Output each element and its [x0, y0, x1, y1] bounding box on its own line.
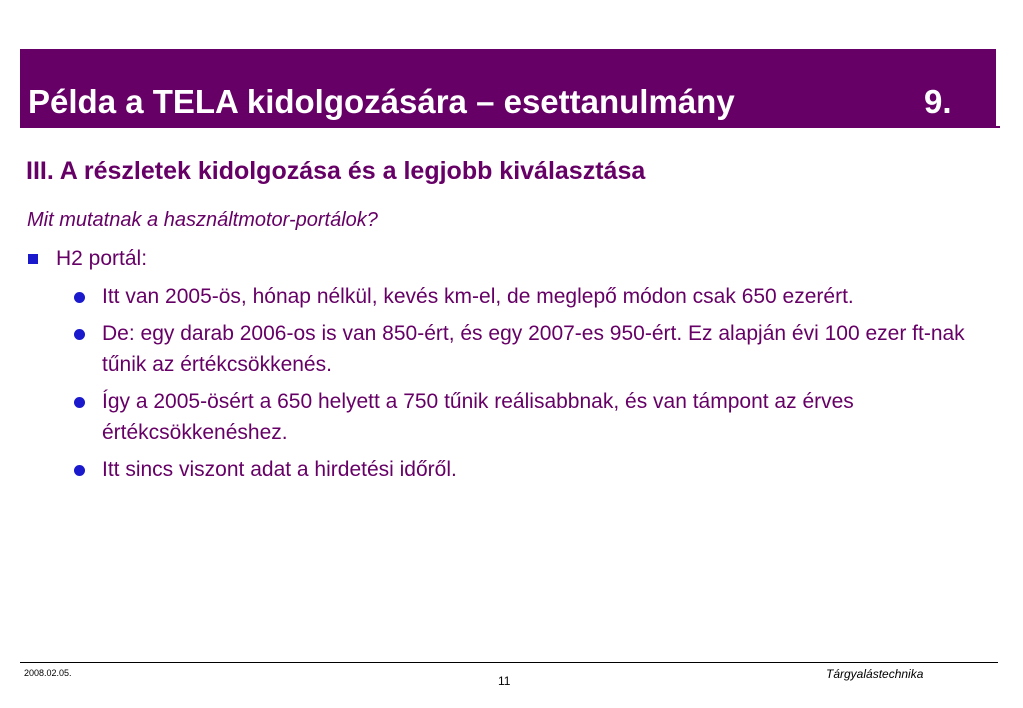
slide-title-number: 9. [924, 83, 952, 120]
title-underline [20, 126, 1000, 128]
slide-subtitle: III. A részletek kidolgozása és a legjobb kiválasztása [26, 157, 646, 185]
round-bullet-icon [74, 465, 85, 476]
footer-divider [20, 662, 998, 663]
footer-topic: Tárgyalástechnika [826, 667, 924, 681]
bullet-text: Itt van 2005-ös, hónap nélkül, kevés km-el, de meglepő módon csak 650 ezerért. [102, 285, 854, 308]
bullet-item [74, 281, 984, 312]
bullet-text: De: egy darab 2006-os is van 850-ért, és egy 2007-es 950-ért. Ez alapján évi 100 ezer ft-nak tűnik az értékcsökkenés. [102, 322, 965, 376]
slide-title: Példa a TELA kidolgozására – esettanulmány [28, 83, 735, 120]
round-bullet-icon [74, 329, 85, 340]
bullet-item [74, 386, 984, 448]
section-label: H2 portál: [56, 247, 148, 270]
square-bullet-icon [28, 254, 38, 264]
bullet-text: Így a 2005-ösért a 650 helyett a 750 tűnik reálisabbnak, és van támpont az érves értékcsökkenéshez. [102, 390, 854, 444]
footer-date: 2008.02.05. [24, 668, 72, 678]
bullet-item [74, 318, 984, 380]
round-bullet-icon [74, 292, 85, 303]
bullet-text: Itt sincs viszont adat a hirdetési időről. [102, 458, 457, 481]
bullet-item [74, 454, 984, 485]
page-number: 11 [498, 674, 511, 688]
bullet-list [74, 281, 984, 491]
round-bullet-icon [74, 397, 85, 408]
slide-question: Mit mutatnak a használtmotor-portálok? [27, 209, 378, 231]
